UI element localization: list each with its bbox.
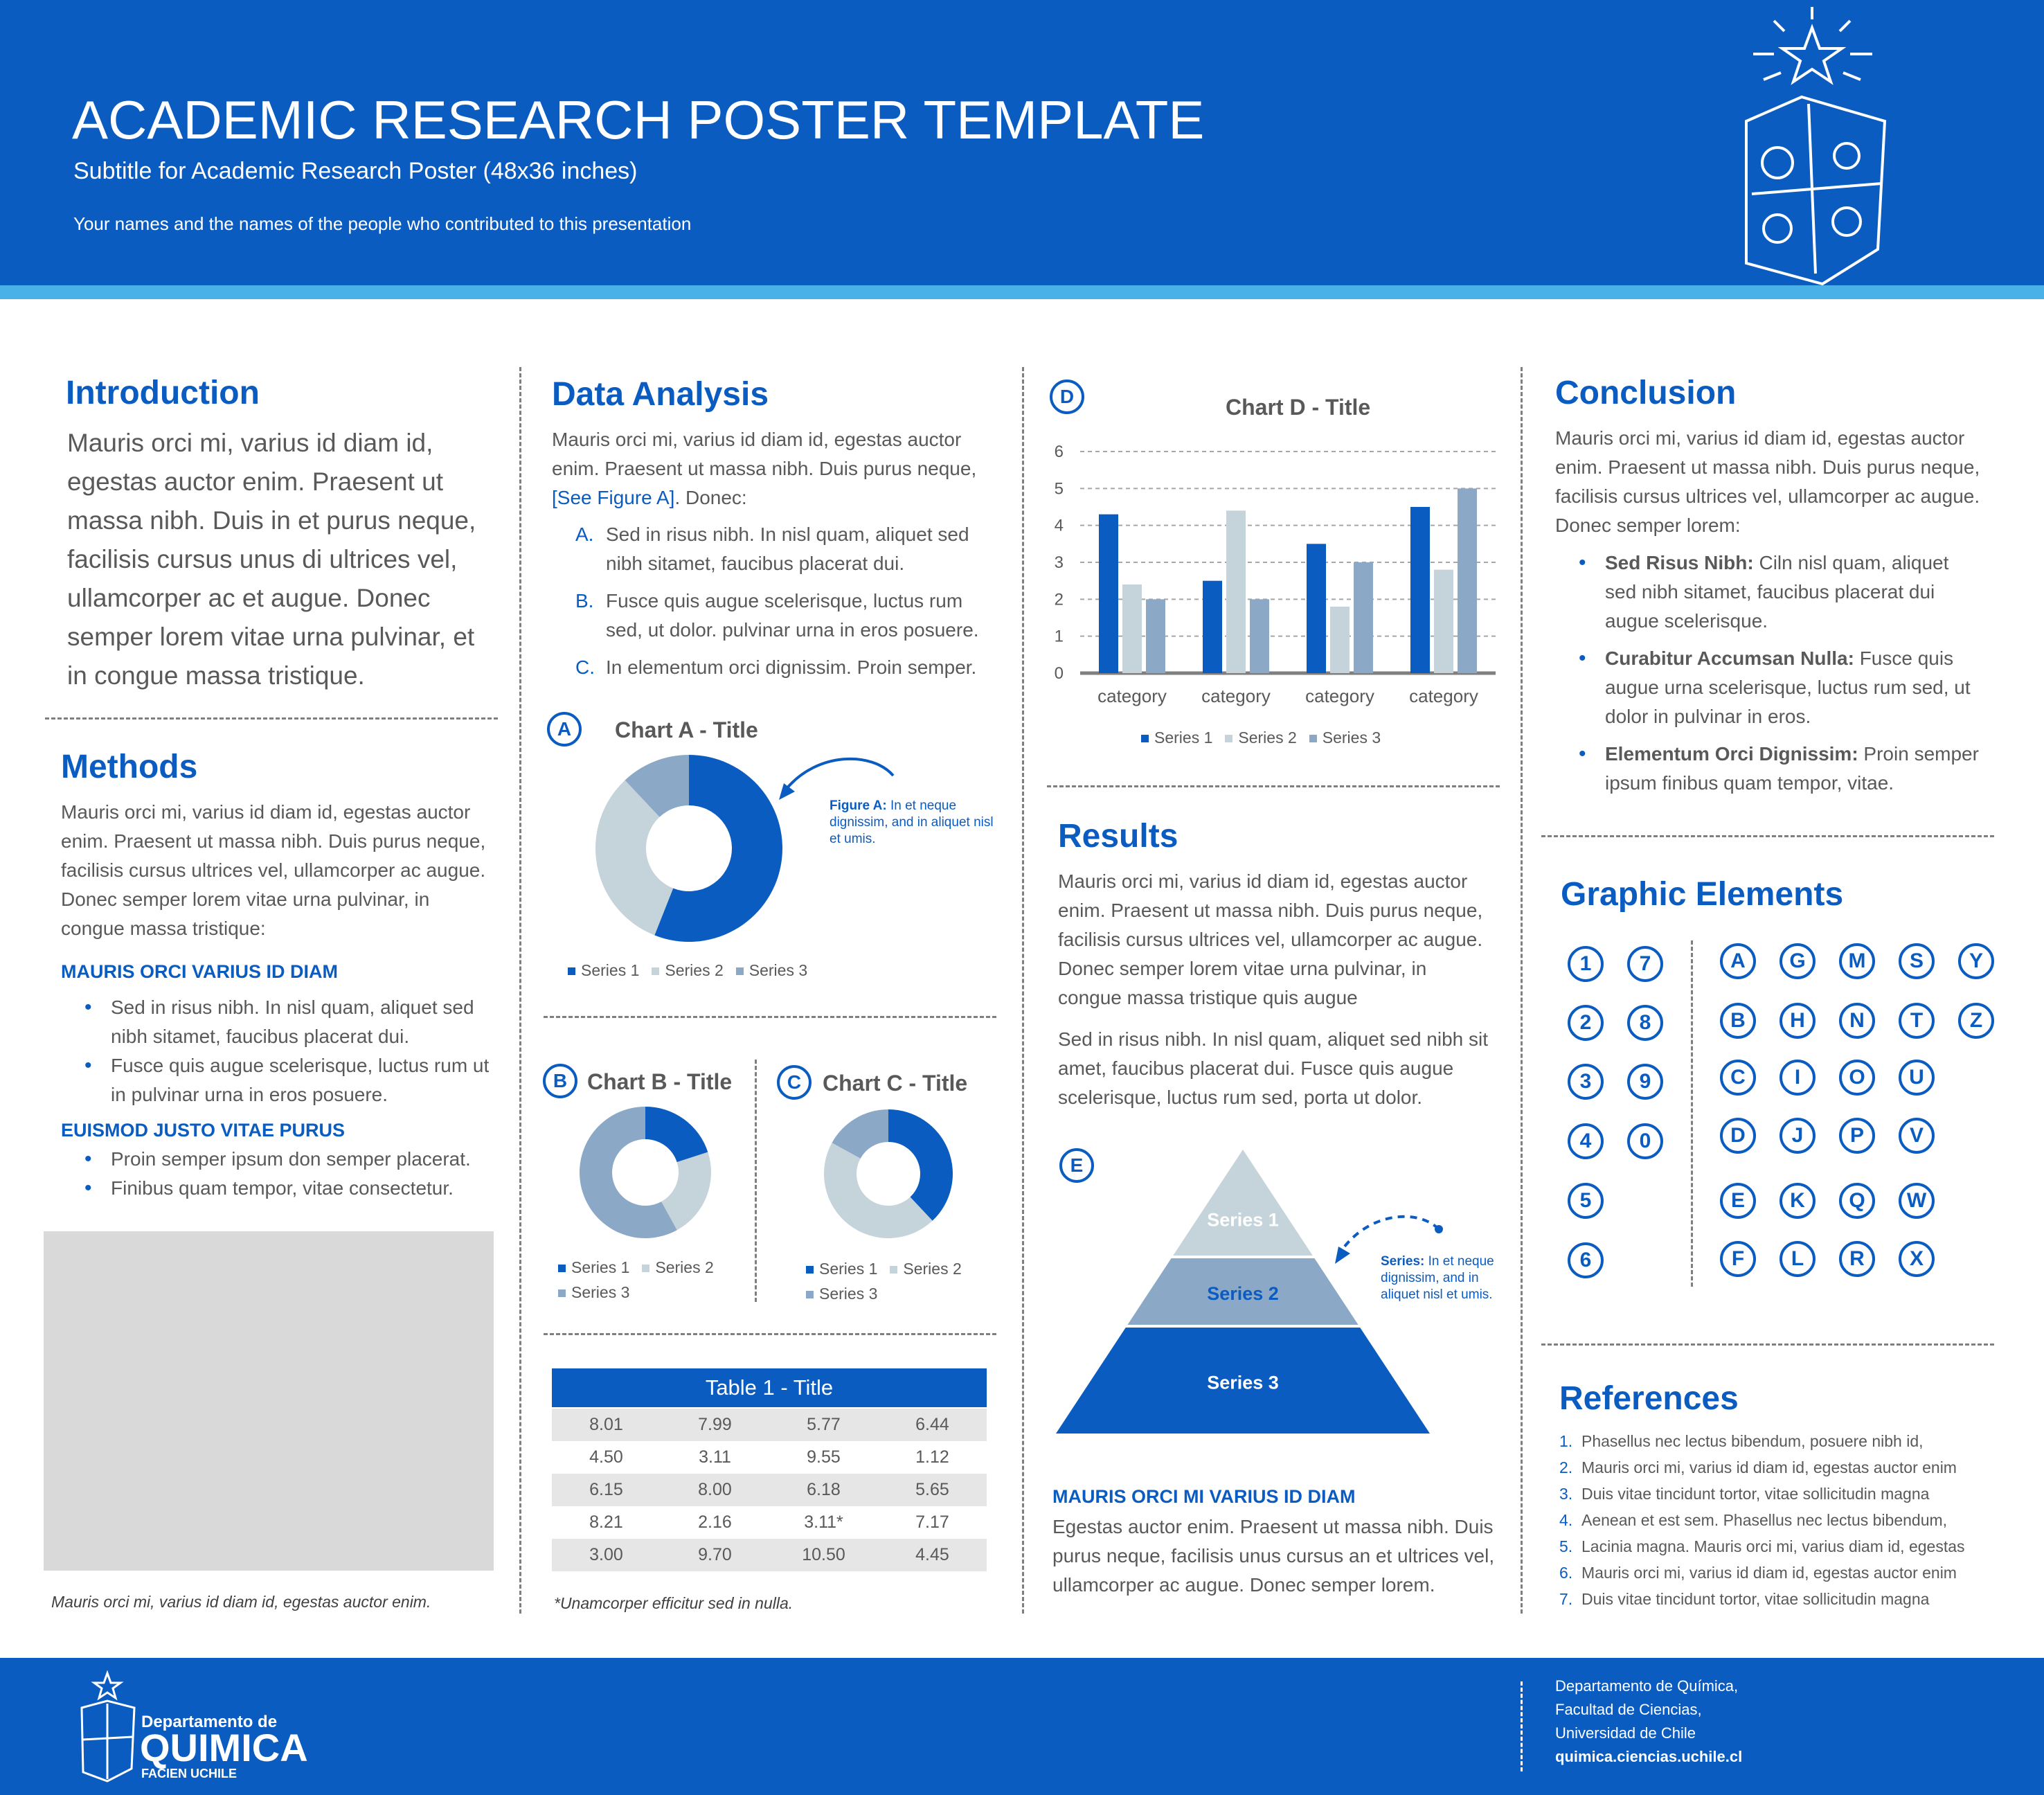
list-text: In elementum orci dignissim. Proin semper. [606,657,977,678]
table-cell: 3.11 [699,1447,731,1467]
table-cell: 8.21 [589,1512,623,1532]
legend-swatch [558,1289,566,1297]
image-caption: Mauris orci mi, varius id diam id, egestas auctor enim. [51,1593,431,1611]
letter-badge-n: N [1839,1003,1875,1039]
x-tick-label: category [1409,686,1478,706]
callout-text: In et neque dignissim, and in aliquet nisl et umis. [1381,1254,1494,1302]
callout-label: Series: [1381,1254,1425,1269]
footer-address-3: Universidad de Chile [1555,1724,1696,1742]
chart-b-legend [558,1255,738,1305]
letter-badge-d: D [1720,1118,1756,1154]
data-analysis-text-b: . Donec: [674,487,747,508]
number-badge-0: 0 [1627,1123,1663,1159]
chart-a-donut [589,748,789,949]
reference-number: 6. [1559,1564,1573,1582]
references-heading: References [1559,1380,1739,1417]
letter-badge-b: B [1720,1003,1756,1039]
table-row [552,1474,987,1506]
legend-label: Series 2 [903,1260,962,1278]
data-analysis-text [552,425,985,512]
table-row [552,1539,987,1571]
graphic-divider [1691,940,1693,1287]
list-marker: B. [575,590,594,611]
chart-b-donut [578,1105,713,1240]
y-tick-label: 5 [1054,479,1064,499]
methods-bullets-1 [61,993,497,1109]
section-divider [544,1333,996,1335]
legend-swatch [806,1266,814,1274]
conclusion-heading: Conclusion [1555,375,1737,411]
reference-text: Duis vitae tincidunt tortor, vitae sollicitudin magna [1581,1485,1930,1503]
legend-swatch [1141,735,1149,742]
chart-d-badge: D [1050,379,1084,414]
conclusion-text: Mauris orci mi, varius id diam id, egestas auctor enim. Praesent ut massa nibh. Duis purus neque, facilisis cursus ultrices vel, ullamcorper ac augue. Donec semper lorem: [1555,427,1980,536]
table-cell: 3.11* [804,1512,843,1532]
legend-swatch [1309,735,1317,742]
table-cell: 5.77 [769,1409,878,1441]
reference-text: Duis vitae tincidunt tortor, vitae sollicitudin magna [1581,1590,1930,1608]
letter-badge-z: Z [1958,1003,1994,1039]
list-item [552,520,985,578]
chart-c-legend [806,1256,986,1306]
table-cell: 7.99 [661,1409,769,1441]
figure-a-link[interactable]: [See Figure A] [552,487,675,508]
chart-d-bar-chart [1046,436,1516,713]
pyramid-level-1 [1173,1150,1313,1256]
chart-c-donut [823,1108,954,1240]
pyramid-label-1: Series 1 [1207,1209,1279,1231]
legend-label: Series 1 [581,961,640,979]
table-row [552,1506,987,1539]
bar-3 [1458,488,1477,673]
reference-text: Aenean et est sem. Phasellus nec lectus bibendum, [1581,1511,1948,1529]
data-analysis-list [552,520,985,682]
bullet-label: Elementum Orci Dignissim: [1605,743,1858,765]
bar-3 [1146,599,1165,673]
bullet-label: Curabitur Accumsan Nulla: [1605,648,1854,669]
table-cell: 6.15 [552,1474,661,1506]
legend-item [568,961,639,979]
introduction-heading: Introduction [66,375,260,411]
legend-item [642,1258,713,1276]
table-cell: 9.55 [807,1447,841,1467]
bar-2 [1226,510,1246,673]
letter-badge-k: K [1779,1183,1816,1219]
x-tick-label: category [1201,686,1271,706]
column-divider [519,367,521,1614]
x-tick-label: category [1097,686,1167,706]
bar-1 [1203,581,1222,673]
legend-item [890,1260,961,1278]
footer-logo-line-3: FACIEN UCHILE [141,1767,237,1780]
chart-c-title: Chart C - Title [823,1071,968,1096]
image-placeholder [44,1231,494,1571]
poster-footer [0,1658,2044,1795]
reference-number: 7. [1559,1590,1573,1608]
legend-item [652,961,723,979]
chart-b-title: Chart B - Title [587,1069,733,1094]
reference-item [1559,1454,1965,1481]
chart-b-badge: B [543,1064,577,1098]
legend-label: Series 3 [819,1285,878,1303]
department-crest-icon [76,1665,138,1786]
table-cell: 3.00 [552,1539,661,1571]
bullet-label: Sed Risus Nibh: [1605,552,1754,573]
letter-badge-s: S [1899,943,1935,979]
legend-swatch [652,967,659,975]
legend-label: Series 3 [748,961,808,979]
legend-label: Series 3 [1322,729,1381,747]
pyramid-badge: E [1059,1148,1094,1183]
bullet-text: Fusce quis augue urna scelerisque, luctus rum sed, ut dolor in pulvinar in eros. [1605,648,1971,727]
list-item: • Fusce quis augue scelerisque, luctus rum ut in pulvinar urna in eros posuere. [61,1051,497,1109]
table-1 [552,1409,987,1571]
table-cell: 8.01 [552,1409,661,1441]
list-item [552,587,985,645]
number-badge-6: 6 [1568,1242,1604,1278]
table-1-caption: *Unamcorper efficitur sed in nulla. [554,1594,794,1612]
legend-label: Series 3 [571,1283,630,1301]
poster-authors: Your names and the names of the people who contributed to this presentation [73,213,692,234]
donut-slice-1 [645,1107,708,1162]
university-crest-icon [1698,0,1926,305]
bullet-text: Proin semper ipsum finibus quam tempor, vitae. [1605,743,1979,794]
legend-swatch [736,967,744,975]
list-item: • Proin semper ipsum don semper placerat. [61,1145,497,1174]
conclusion-bullets [1555,548,1984,798]
reference-number: 1. [1559,1432,1573,1450]
number-badge-4: 4 [1568,1123,1604,1159]
footer-logo-line-1: Departamento de [141,1713,278,1731]
table-cell: 6.18 [769,1474,878,1506]
callout-text: In et neque dignissim, and in aliquet nisl et umis. [830,798,994,846]
section-divider [1541,835,1994,837]
legend-label: Series 2 [1238,729,1297,747]
table-cell: 9.70 [661,1539,769,1571]
letter-badge-w: W [1899,1183,1935,1219]
table-cell: 8.00 [661,1474,769,1506]
results-subheading: MAURIS ORCI MI VARIUS ID DIAM [1052,1486,1356,1507]
chart-a-title: Chart A - Title [615,717,758,742]
reference-number: 4. [1559,1511,1573,1529]
y-tick-label: 2 [1054,590,1064,609]
legend-label: Series 1 [819,1260,878,1278]
table-cell: 1.12 [915,1447,949,1467]
y-tick-label: 1 [1054,627,1064,646]
letter-badge-h: H [1779,1003,1816,1039]
donut-slice-1 [888,1109,953,1221]
reference-item [1559,1507,1965,1533]
y-tick-label: 6 [1054,443,1064,461]
list-item: • Finibus quam tempor, vitae consectetur. [61,1174,497,1203]
column-divider [1022,367,1024,1614]
reference-number: 3. [1559,1485,1573,1503]
number-badge-3: 3 [1568,1064,1604,1100]
legend-item [806,1260,877,1278]
poster-title: ACADEMIC RESEARCH POSTER TEMPLATE [72,89,1205,150]
header-accent-stripe [0,285,2044,299]
legend-label: Series 1 [571,1258,630,1276]
table-cell: 7.17 [915,1512,949,1532]
list-item [1555,740,1984,798]
letter-badge-q: Q [1839,1183,1875,1219]
bar-1 [1410,507,1430,673]
legend-item [558,1258,629,1276]
table-cell: 10.50 [769,1539,878,1571]
list-marker: C. [575,657,595,678]
reference-text: Mauris orci mi, varius id diam id, egestas auctor enim [1581,1458,1957,1476]
legend-swatch [642,1265,649,1272]
y-tick-label: 0 [1054,664,1064,683]
list-text: Fusce quis augue scelerisque, luctus rum sed, ut dolor. pulvinar urna in eros posuere. [606,590,979,641]
table-row [552,1409,987,1441]
results-text-1: Mauris orci mi, varius id diam id, egestas auctor enim. Praesent ut massa nibh. Duis purus neque, facilisis cursus ultrices vel, ullamcorper ac augue. Donec semper lorem vitae urna pulvinar, in congue massa tristique quis augue [1058,870,1483,1008]
list-text: Sed in risus nibh. In nisl quam, aliquet sed nibh sitamet, faucibus placerat dui. [606,524,969,574]
list-marker: A. [575,524,594,545]
x-tick-label: category [1305,686,1374,706]
results-heading: Results [1058,818,1178,855]
legend-label: Series 1 [1154,729,1213,747]
methods-bullets-2 [61,1145,497,1203]
reference-text: Phasellus nec lectus bibendum, posuere nibh id, [1581,1432,1924,1450]
reference-item [1559,1560,1965,1586]
table-cell: 4.50 [589,1447,623,1467]
number-badge-2: 2 [1568,1005,1604,1041]
pyramid-label-2: Series 2 [1207,1283,1279,1304]
footer-divider [1521,1681,1523,1771]
section-divider [45,717,498,720]
number-badge-1: 1 [1568,946,1604,982]
legend-item [806,1285,877,1303]
section-divider [544,1016,996,1018]
number-badge-7: 7 [1627,946,1663,982]
letter-badge-l: L [1779,1241,1816,1277]
letter-badge-v: V [1899,1118,1935,1154]
bar-1 [1307,544,1326,673]
results-text-3: Egestas auctor enim. Praesent ut massa nibh. Duis purus neque, facilisis unus cursus an et ultrices vel, ullamcorper ac augue. Donec semper lorem. [1052,1516,1495,1596]
letter-badge-e: E [1720,1183,1756,1219]
legend-item [1309,729,1381,747]
letter-badge-u: U [1899,1060,1935,1096]
legend-item [1141,729,1212,747]
letter-badge-f: F [1720,1241,1756,1277]
number-badge-5: 5 [1568,1183,1604,1219]
reference-number: 5. [1559,1537,1573,1555]
letter-badge-o: O [1839,1060,1875,1096]
footer-logo-line-2: QUIMICA [140,1726,308,1769]
methods-subheading-2: EUISMOD JUSTO VITAE PURUS [61,1120,346,1141]
letter-badge-g: G [1779,943,1816,979]
legend-swatch [558,1265,566,1272]
reference-item [1559,1481,1965,1507]
bullet-text: Ciln nisl quam, aliquet sed nibh sitamet, faucibus placerat dui augue scelerisque. [1605,552,1949,632]
reference-text: Mauris orci mi, varius id diam id, egestas auctor enim [1581,1564,1957,1582]
legend-swatch [1225,735,1232,742]
data-analysis-text-a: Mauris orci mi, varius id diam id, egestas auctor enim. Praesent ut massa nibh. Duis purus neque, [552,429,977,479]
results-text-2: Sed in risus nibh. In nisl quam, aliquet sed nibh sit amet, faucibus placerat dui. Fusce quis augue scelerisque, luctus rum sed, porta ut dolor. [1058,1028,1489,1108]
letter-badge-x: X [1899,1241,1935,1277]
list-item: • Sed in risus nibh. In nisl quam, aliquet sed nibh sitamet, faucibus placerat dui. [61,993,497,1051]
figure-a-callout [830,798,996,848]
chart-d-title: Chart D - Title [1226,395,1371,420]
methods-heading: Methods [61,749,198,785]
reference-number: 2. [1559,1458,1573,1476]
letter-badge-m: M [1839,943,1875,979]
reference-text: Lacinia magna. Mauris orci mi, varius diam id, egestas [1581,1537,1965,1555]
letter-badge-t: T [1899,1003,1935,1039]
letter-badge-c: C [1720,1060,1756,1096]
methods-text: Mauris orci mi, varius id diam id, egestas auctor enim. Praesent ut massa nibh. Duis purus neque, facilisis cursus ultrices vel, ullamcorper ac augue. Donec semper lorem vitae urna pulvinar, in congue massa tristique: [61,801,486,939]
letter-badge-i: I [1779,1060,1816,1096]
table-row [552,1441,987,1474]
letter-badge-r: R [1839,1241,1875,1277]
bar-3 [1354,562,1373,673]
y-tick-label: 4 [1054,516,1064,535]
bar-2 [1434,570,1453,673]
legend-label: Series 2 [655,1258,714,1276]
bar-1 [1099,515,1118,673]
series-pyramid-diagram [1056,1146,1433,1437]
list-item [1555,548,1984,636]
table-cell: 4.45 [878,1539,987,1571]
chart-a-legend [568,961,820,980]
introduction-text: Mauris orci mi, varius id diam id, egestas auctor enim. Praesent ut massa nibh. Duis in et purus neque, facilisis cursus unus di ultrices vel, ullamcorper ac et augue. Donec semper lorem vitae urna pulvinar, et in congue massa tristique. [67,429,476,690]
legend-swatch [890,1266,897,1274]
reference-item [1559,1428,1965,1454]
footer-url-link[interactable]: quimica.ciencias.uchile.cl [1555,1748,1743,1765]
references-list [1559,1428,1965,1612]
list-item [552,653,985,682]
poster-header [0,0,2044,285]
letter-badge-j: J [1779,1118,1816,1154]
data-analysis-heading: Data Analysis [552,376,769,413]
reference-item [1559,1586,1965,1612]
number-badge-9: 9 [1627,1064,1663,1100]
chart-d-legend [1141,729,1393,747]
column-divider [1521,367,1523,1614]
y-tick-label: 3 [1054,553,1064,572]
poster-subtitle: Subtitle for Academic Research Poster (48x36 inches) [73,158,638,184]
graphic-elements-heading: Graphic Elements [1561,876,1844,913]
letter-badge-p: P [1839,1118,1875,1154]
legend-swatch [568,967,575,975]
footer-address-1: Departamento de Química, [1555,1677,1739,1695]
legend-item [736,961,807,979]
table-cell: 2.16 [698,1512,732,1532]
legend-label: Series 2 [665,961,724,979]
table-cell: 5.65 [878,1474,987,1506]
letter-badge-a: A [1720,943,1756,979]
legend-item [558,1283,629,1301]
callout-label: Figure A: [830,798,887,813]
table-1-title: Table 1 - Title [552,1368,987,1407]
chart-a-badge: A [547,712,582,747]
bar-2 [1122,584,1142,673]
bar-3 [1250,599,1269,673]
number-badge-8: 8 [1627,1005,1663,1041]
pyramid-label-3: Series 3 [1207,1372,1279,1393]
footer-address-2: Facultad de Ciencias, [1555,1701,1702,1718]
list-item [1555,644,1984,731]
section-divider [1541,1343,1994,1346]
legend-item [1225,729,1296,747]
pyramid-callout [1381,1253,1519,1303]
reference-item [1559,1533,1965,1560]
chart-c-badge: C [777,1065,812,1100]
letter-badge-y: Y [1958,943,1994,979]
bar-2 [1330,607,1350,673]
legend-swatch [806,1291,814,1298]
methods-subheading-1: MAURIS ORCI VARIUS ID DIAM [61,961,339,982]
chart-divider [755,1060,757,1302]
table-cell: 6.44 [878,1409,987,1441]
section-divider [1047,785,1500,787]
